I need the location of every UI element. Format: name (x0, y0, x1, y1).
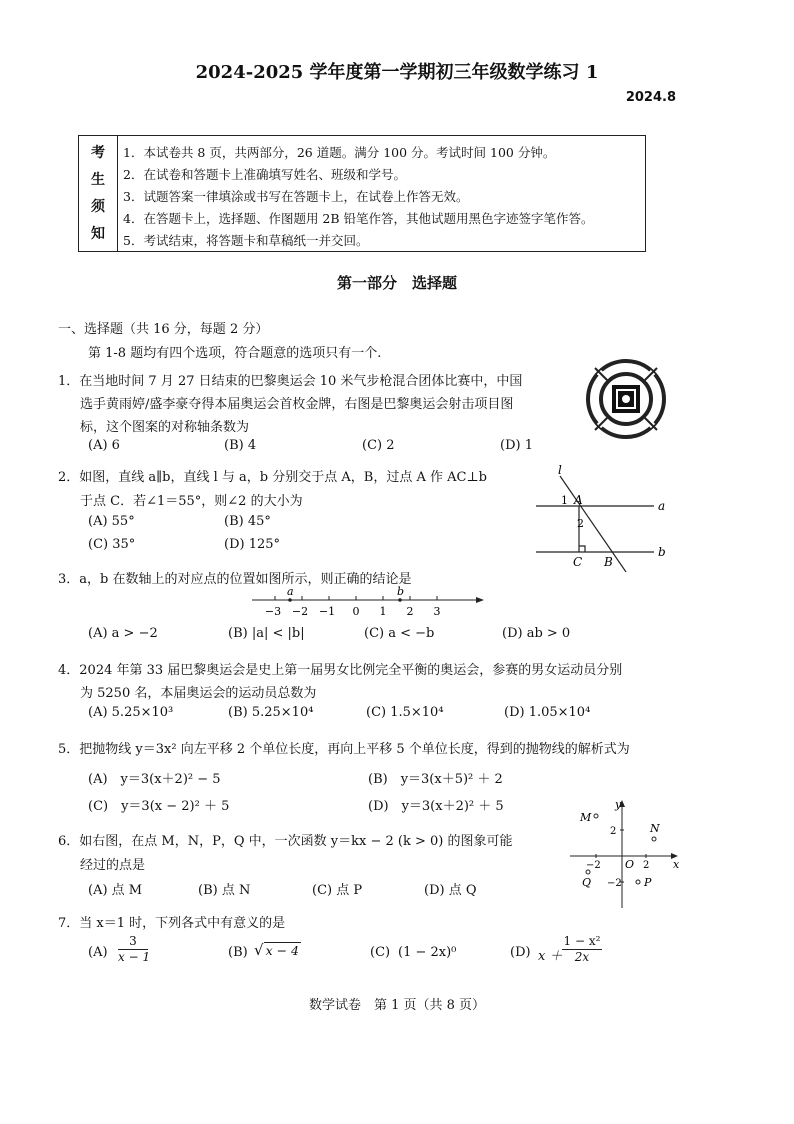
q5-option-b[interactable]: (B) y＝3(x＋5)² ＋ 2 (368, 772, 503, 787)
line-l (560, 476, 626, 572)
q1-option-a[interactable]: (A) 6 (88, 438, 120, 453)
q2-option-a[interactable]: (A) 55° (88, 514, 135, 529)
q5-line: 5．把抛物线 y＝3x² 向左平移 2 个单位长度，再向上平移 5 个单位长度，得到的抛物线的解析式为 (58, 742, 630, 757)
q4-option-a[interactable]: (A) 5.25×10³ (88, 705, 174, 720)
part-heading: 一、选择题（共 16 分，每题 2 分） (58, 322, 269, 337)
q2-line: 于点 C．若∠1＝55°，则∠2 的大小为 (80, 494, 303, 509)
q3-option-b[interactable]: (B) |a| < |b| (228, 626, 305, 641)
q3-line: 3．a，b 在数轴上的对应点的位置如图所示，则正确的结论是 (58, 572, 412, 587)
tick-x-neg2: −2 (586, 860, 601, 871)
q5-option-d[interactable]: (D) y＝3(x＋2)² ＋ 5 (368, 799, 504, 814)
coordinate-plane-figure (566, 794, 686, 912)
q7-option-a-label[interactable]: (A) (88, 945, 108, 960)
number-line-figure (248, 586, 488, 620)
fraction-denominator: x − 1 (118, 950, 151, 964)
label-angle-2: 2 (577, 517, 584, 530)
notice-item: 5．考试结束，将答题卡和草稿纸一并交回。 (123, 233, 369, 248)
tick-label: 1 (379, 605, 387, 618)
q2-option-d[interactable]: (D) 125° (224, 537, 281, 552)
label-C: C (573, 555, 583, 569)
point-M (594, 814, 598, 818)
tick-y-2: 2 (610, 826, 617, 837)
fraction-denominator: 2x (574, 950, 590, 964)
page-title: 2024-2025 学年度第一学期初三年级数学练习 1 (195, 62, 599, 83)
q5-option-a[interactable]: (A) y＝3(x＋2)² − 5 (88, 772, 221, 787)
point-P (636, 880, 640, 884)
q2-line: 2．如图，直线 a∥b，直线 l 与 a，b 分别交于点 A，B，过点 A 作 AC⊥b (58, 470, 487, 485)
tick-label: 0 (352, 605, 360, 618)
notice-item: 3．试题答案一律填涂或书写在答题卡上，在试卷上作答无效。 (123, 189, 469, 204)
q3-option-c[interactable]: (C) a < −b (364, 626, 435, 641)
q4-line: 4．2024 年第 33 届巴黎奥运会是史上第一届男女比例完全平衡的奥运会，参赛的男女运动员分别 (58, 663, 623, 678)
point-M-label: M (580, 811, 592, 824)
q4-option-c[interactable]: (C) 1.5×10⁴ (366, 705, 444, 720)
q6-option-c[interactable]: (C) 点 P (312, 883, 363, 898)
q7-option-b-radical[interactable] (254, 941, 301, 959)
point-b-label: b (397, 586, 405, 598)
q7-line: 7．当 x＝1 时，下列各式中有意义的是 (58, 916, 286, 931)
q1-option-d[interactable]: (D) 1 (500, 438, 533, 453)
section-title: 第一部分 选择题 (336, 274, 457, 292)
q4-line: 为 5250 名，本届奥运会的运动员总数为 (80, 686, 317, 701)
tick-label: −2 (291, 605, 309, 618)
q2-option-c[interactable]: (C) 35° (88, 537, 136, 552)
point-Q-label: Q (582, 876, 592, 889)
part-note: 第 1-8 题均有四个选项，符合题意的选项只有一个. (88, 346, 382, 361)
point-N-label: N (650, 822, 660, 835)
q4-option-b[interactable]: (B) 5.25×10⁴ (228, 705, 314, 720)
shooting-target-icon (583, 356, 669, 442)
fraction-numerator: 1 − x² (563, 934, 601, 948)
fraction-numerator: 3 (118, 934, 148, 950)
label-A: A (574, 493, 583, 507)
label-a: a (658, 499, 666, 513)
point-a-label: a (287, 586, 294, 598)
point-P-label: P (644, 876, 652, 889)
q7-option-b-label[interactable]: (B) (228, 945, 248, 960)
notice-side-char: 考 (91, 145, 105, 161)
axis-x-label: x (673, 858, 680, 871)
q1-line: 选手黄雨婷/盛李豪夺得本届奥运会首枚金牌，右图是巴黎奥运会射击项目图 (80, 397, 514, 412)
axis-y-label: y (615, 798, 622, 811)
sqrt-sign: √ (254, 941, 264, 959)
label-b: b (658, 545, 666, 559)
q6-option-b[interactable]: (B) 点 N (198, 883, 251, 898)
q5-option-c[interactable]: (C) y＝3(x − 2)² ＋ 5 (88, 799, 230, 814)
q3-option-d[interactable]: (D) ab > 0 (502, 626, 571, 641)
q2-option-b[interactable]: (B) 45° (224, 514, 271, 529)
q6-option-a[interactable]: (A) 点 M (88, 883, 143, 898)
exam-date: 2024.8 (625, 90, 676, 105)
notice-side-char: 生 (91, 172, 105, 188)
label-angle-1: 1 (561, 494, 568, 507)
q7-option-c-expr[interactable]: (1 − 2x)⁰ (398, 945, 457, 960)
q1-line: 1．在当地时间 7 月 27 日结束的巴黎奥运会 10 米气步枪混合团体比赛中，中国 (58, 374, 523, 389)
q6-line: 6．如右图，在点 M，N，P，Q 中，一次函数 y＝kx − 2 (k > 0) 的图象可能 (58, 834, 513, 849)
q1-line: 标，这个图案的对称轴条数为 (80, 420, 250, 435)
parallel-lines-figure (528, 462, 678, 572)
q7-option-d-prefix[interactable]: x ＋ (538, 949, 563, 964)
q4-option-d[interactable]: (D) 1.05×10⁴ (504, 705, 591, 720)
point-N (652, 837, 656, 841)
origin-label: O (625, 858, 635, 871)
page-footer: 数学试卷 第 1 页（共 8 页） (308, 998, 486, 1013)
q7-option-a-fraction[interactable] (118, 934, 151, 965)
notice-side-char: 须 (91, 199, 105, 215)
tick-x-2: 2 (643, 860, 650, 871)
notice-item: 2．在试卷和答题卡上准确填写姓名、班级和学号。 (123, 167, 406, 182)
tick-label: −3 (264, 605, 282, 618)
tick-label: 2 (406, 605, 414, 618)
notice-side-char: 知 (91, 226, 105, 242)
tick-label: −1 (318, 605, 336, 618)
label-B: B (604, 555, 613, 569)
tick-y-neg2: −2 (607, 878, 622, 889)
q7-option-d-label[interactable]: (D) (510, 945, 531, 960)
notice-item: 4．在答题卡上，选择题、作图题用 2B 铅笔作答，其他试题用黑色字迹签字笔作答。 (123, 211, 594, 226)
q1-option-b[interactable]: (B) 4 (224, 438, 257, 453)
exam-notice-box (78, 135, 646, 252)
q6-option-d[interactable]: (D) 点 Q (424, 883, 477, 898)
notice-item: 1．本试卷共 8 页，共两部分，26 道题。满分 100 分。考试时间 100 分钟。 (123, 145, 556, 160)
label-l: l (558, 463, 562, 477)
radicand: x − 4 (265, 943, 299, 958)
tick-label: 3 (433, 605, 441, 618)
notice-side-label (79, 136, 118, 251)
q1-option-c[interactable]: (C) 2 (362, 438, 395, 453)
q6-line: 经过的点是 (80, 858, 146, 873)
q7-option-d-fraction[interactable] (562, 934, 602, 965)
q3-option-a[interactable]: (A) a > −2 (88, 626, 158, 641)
q7-option-c-label[interactable]: (C) (370, 945, 391, 960)
